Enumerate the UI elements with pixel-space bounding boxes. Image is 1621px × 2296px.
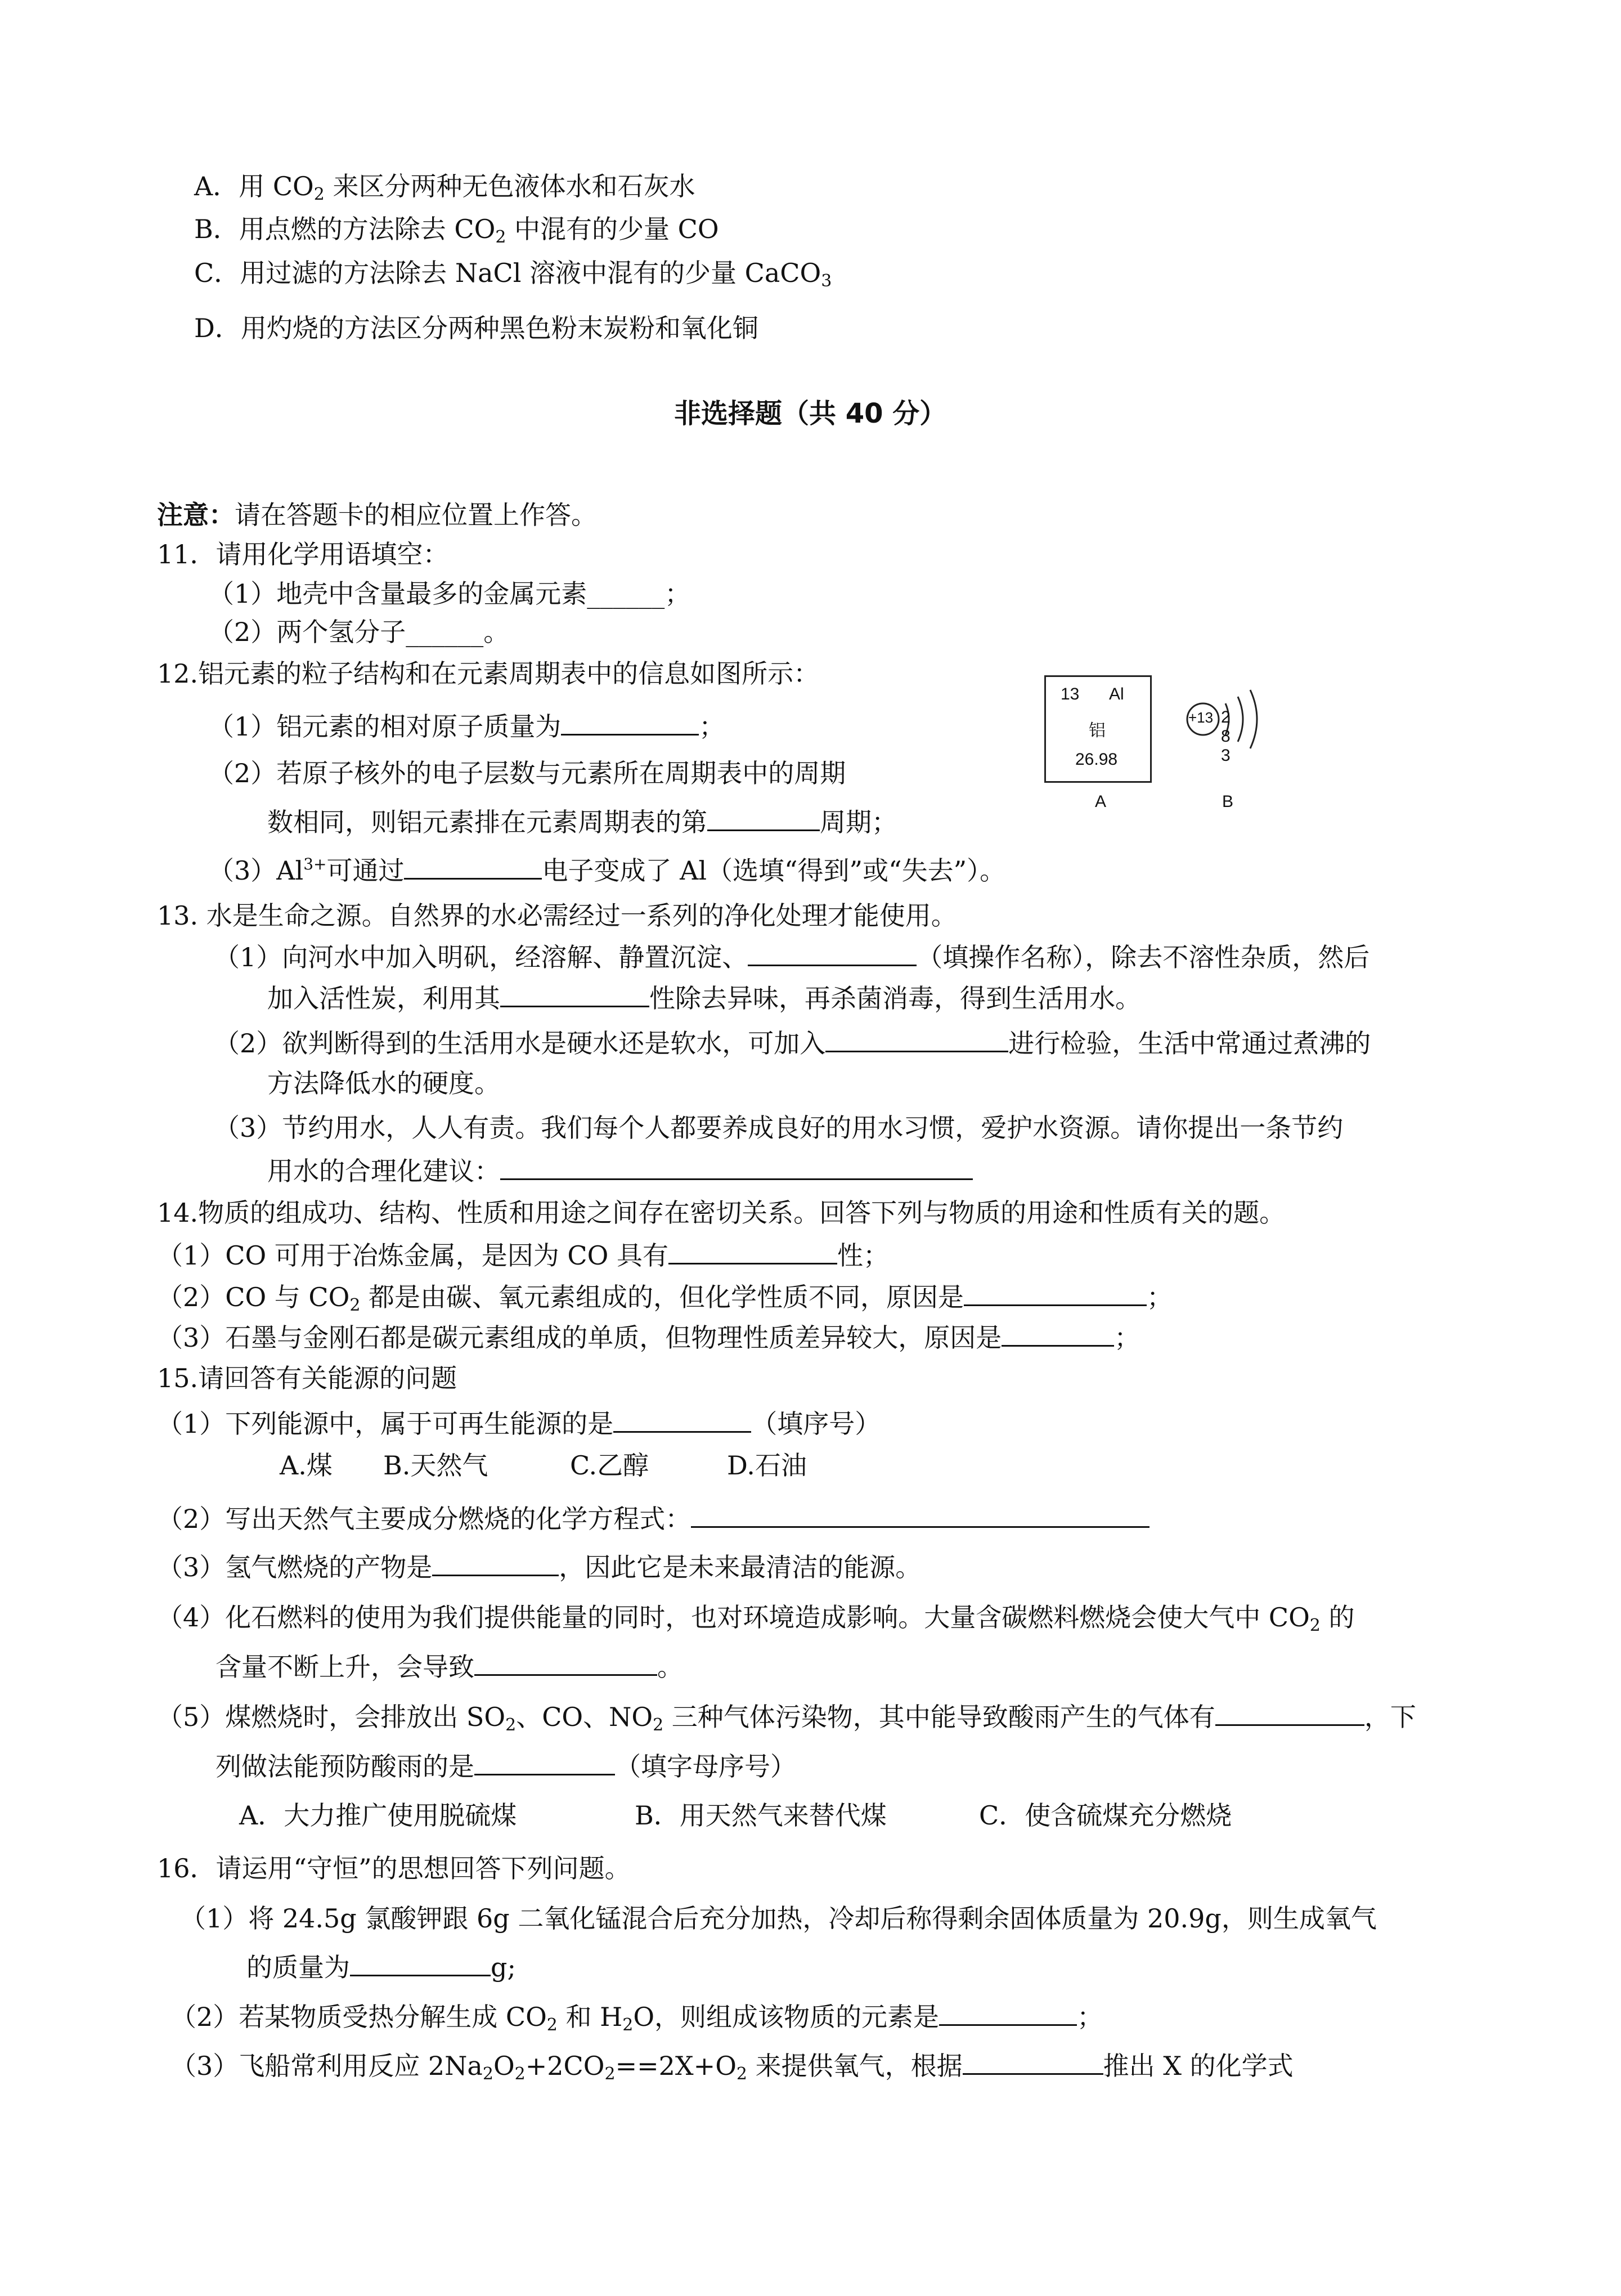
answer-blank[interactable] [350, 1950, 491, 1976]
q13-stem: 13. 水是生命之源。自然界的水必需经过一系列的净化处理才能使用。 [157, 900, 957, 931]
q16-part2: （2）若某物质受热分解生成 $CO_2$ 和 $H_2O$，则组成该物质的元素是 ； [170, 1999, 1103, 2033]
q16-stem: 16．请运用“守恒”的思想回答下列问题。 [157, 1853, 631, 1884]
answer-blank[interactable] [613, 1406, 751, 1433]
answer-blank[interactable] [748, 940, 917, 966]
answer-blank[interactable] [404, 853, 542, 880]
answer-blank[interactable] [691, 1501, 1149, 1528]
option-a: A．用 $CO_2$ 来区分两种无色液体水和石灰水 [194, 171, 695, 204]
q15-option5-a: A．大力推广使用脱硫煤 [239, 1800, 517, 1831]
answer-blank[interactable] [707, 805, 820, 831]
electron-counts: 2 8 3 [1221, 708, 1232, 765]
q14-part3: （3）石墨与金刚石都是碳元素组成的单质，但物理性质差异较大，原因是 ； [157, 1320, 1140, 1354]
element-name: 铝 [1089, 721, 1106, 741]
q14-part2: （2）CO 与 $CO_2$ 都是由碳、氧元素组成的，但化学性质不同，原因是 ； [157, 1280, 1173, 1313]
note: 注意：请在答题卡的相应位置上作答。 [157, 500, 597, 530]
answer-blank[interactable] [432, 1550, 559, 1576]
answer-blank[interactable] [500, 981, 649, 1007]
q12-part2b: 数相同，则铝元素排在元素周期表的第 周期； [267, 805, 897, 838]
electron-shell-arc [1238, 697, 1243, 742]
element-symbol: Al [1109, 685, 1124, 703]
q13-part3a: （3）节约用水，人人有责。我们每个人都要养成良好的用水习惯，爱护水资源。请你提出一条节约 [214, 1113, 1344, 1143]
q15-part1: （1）下列能源中，属于可再生能源的是 （填序号） [157, 1406, 881, 1440]
q13-part1b: 加入活性炭，利用其 性除去异味，再杀菌消毒，得到生活用水。 [267, 981, 1141, 1015]
q15-option5-c: C．使含硫煤充分燃烧 [979, 1800, 1232, 1831]
answer-blank[interactable] [668, 1238, 837, 1264]
atomic-number: 13 [1061, 685, 1080, 703]
answer-blank[interactable] [963, 2048, 1103, 2075]
q13-part3b: 用水的合理化建议： [267, 1154, 973, 1187]
answer-blank[interactable] [474, 1649, 657, 1676]
q14-part1: （1）CO 可用于冶炼金属，是因为 CO 具有 性； [157, 1238, 889, 1272]
figure-label-b: B [1222, 792, 1234, 811]
q15-part5a: （5）煤燃烧时，会排放出 $SO_2$、CO、$NO_2$ 三种气体污染物，其中能导致酸雨产生的气体有 ，下 [157, 1699, 1416, 1733]
q15-part4a: （4）化石燃料的使用为我们提供能量的同时，也对环境造成影响。大量含碳燃料燃烧会使大气中 $CO_2$ 的 [157, 1602, 1355, 1635]
periodic-table-cell [1044, 675, 1152, 783]
q16-part3: （3）飞船常利用反应 $2Na_2O_2+2CO_2==2X+O_2$ 来提供氧气，根据 推出 X 的化学式 [170, 2048, 1294, 2082]
q16-part1b: 的质量为 g; [246, 1950, 516, 1984]
q15-part2: （2）写出天然气主要成分燃烧的化学方程式： [157, 1501, 1149, 1535]
answer-blank[interactable] [1215, 1699, 1364, 1726]
q12-stem: 12.铝元素的粒子结构和在元素周期表中的信息如图所示： [157, 658, 820, 689]
q13-part2a: （2）欲判断得到的生活用水是硬水还是软水，可加入 进行检验，生活中常通过煮沸的 [214, 1026, 1371, 1060]
q15-option-c: C.乙醇 [570, 1450, 649, 1481]
answer-blank[interactable] [1002, 1320, 1114, 1347]
q11-part1: （1）地壳中含量最多的金属元素______； [208, 579, 691, 609]
answer-blank[interactable] [561, 709, 699, 736]
q14-stem: 14.物质的组成功、结构、性质和用途之间存在密切关系。回答下列与物质的用途和性质有关的题。 [157, 1198, 1286, 1228]
atomic-mass: 26.98 [1075, 750, 1118, 769]
q13-part1a: （1）向河水中加入明矾，经溶解、静置沉淀、 （填操作名称），除去不溶性杂质，然后 [214, 940, 1369, 974]
option-b: B．用点燃的方法除去 $CO_2$ 中混有的少量 CO [194, 214, 719, 247]
q11-part2: （2）两个氢分子______。 [208, 617, 510, 647]
q11-stem: 11．请用化学用语填空： [157, 539, 449, 569]
option-c: C．用过滤的方法除去 NaCl 溶液中混有的少量 CaCO$_3$ [194, 258, 832, 291]
q12-part3: $(3)Al^{3+}$可通过 电子变成了 Al（选填“得到”或“失去”）。 [208, 853, 1005, 887]
answer-blank[interactable] [939, 1999, 1077, 2026]
q15-option5-b: B．用天然气来替代煤 [635, 1800, 887, 1831]
answer-blank[interactable] [964, 1280, 1147, 1306]
nucleus-charge: +13 [1188, 709, 1214, 726]
q15-option-d: D.石油 [727, 1450, 807, 1481]
answer-blank[interactable] [474, 1749, 615, 1775]
q13-part2b: 方法降低水的硬度。 [267, 1068, 500, 1098]
q15-part4b: 含量不断上升，会导致 。 [215, 1649, 683, 1683]
q15-option-b: B.天然气 [383, 1450, 488, 1481]
q15-part3: （3）氢气燃烧的产物是 ，因此它是未来最清洁的能源。 [157, 1550, 921, 1584]
q16-part1a: （1）将 24.5g 氯酸钾跟 6g 二氧化锰混合后充分加热，冷却后称得剩余固体质量为 20.9g，则生成氧气 [180, 1903, 1377, 1934]
figure-label-a: A [1095, 792, 1107, 811]
answer-blank[interactable] [825, 1026, 1008, 1052]
q12-part2a: （2）若原子核外的电子层数与元素所在周期表中的周期 [208, 758, 846, 788]
option-d: D．用灼烧的方法区分两种黑色粉末炭粉和氧化铜 [194, 313, 758, 343]
q15-part5b: 列做法能预防酸雨的是 （填字母序号） [215, 1749, 796, 1783]
q12-part1: （1）铝元素的相对原子质量为 ； [208, 709, 725, 743]
electron-shell-arc [1250, 690, 1257, 748]
q15-stem: 15.请回答有关能源的问题 [157, 1363, 457, 1393]
answer-blank[interactable] [500, 1154, 973, 1180]
q15-option-a: A.煤 [280, 1450, 333, 1481]
section-title: 非选择题（共 40 分） [674, 398, 947, 429]
